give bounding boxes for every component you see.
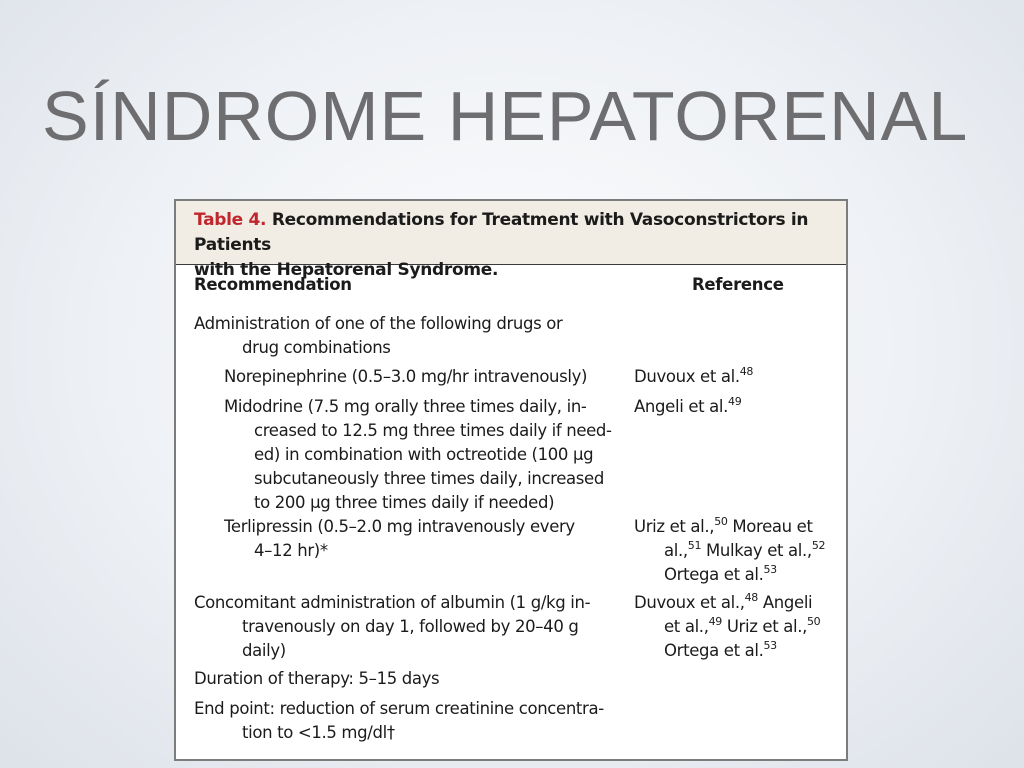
recommendation-cell-terlipressin: Terlipressin (0.5–2.0 mg intravenously every 4–12 hr)* [224, 517, 575, 560]
reference-cell-midodrine: Angeli et al.$^{49}$ [634, 394, 742, 416]
table-figure [174, 199, 848, 761]
table-caption-text-line1: Recommendations for Treatment with Vasoconstrictors in Patients [194, 210, 809, 255]
recommendation-cell-duration: Duration of therapy: 5–15 days [194, 669, 440, 688]
reference-cell-norepinephrine: Duvoux et al.$^{48}$ [634, 364, 754, 386]
table-caption [194, 208, 830, 283]
table-caption-text-line2: with the Hepatorenal Syndrome. [194, 260, 499, 280]
reference-cell-terlipressin: Uriz et al.,$^{50}$ Moreau et al.,$^{51}$ Mulkay et al.,$^{52}$ Ortega et al.$^{53}$ [634, 514, 826, 584]
recommendation-cell-administration: Administration of one of the following drugs or drug combinations [194, 314, 563, 357]
recommendation-cell-midodrine: Midodrine (7.5 mg orally three times daily, in- creased to 12.5 mg three times daily if need- ed) in combination with octreotide (100 μg subcutaneously three times daily, increased to 200 μg three times daily if needed) [224, 397, 612, 512]
slide-title: SÍNDROME HEPATORENAL [42, 77, 969, 155]
reference-cell-albumin: Duvoux et al.,$^{48}$ Angeli et al.,$^{49}$ Uriz et al.,$^{50}$ Ortega et al.$^{53}$ [634, 590, 821, 660]
table-caption-band [176, 201, 846, 280]
recommendation-cell-end-point: End point: reduction of serum creatinine concentra- tion to <1.5 mg/dl† [194, 699, 604, 742]
column-header-recommendation: Recommendation [194, 275, 352, 294]
table-caption-label: Table 4. [194, 210, 267, 230]
recommendation-cell-norepinephrine: Norepinephrine (0.5–3.0 mg/hr intravenously) [224, 367, 588, 386]
recommendation-cell-albumin: Concomitant administration of albumin (1 g/kg in- travenously on day 1, followed by 20–40 g daily) [194, 593, 591, 660]
column-header-reference: Reference [692, 275, 784, 294]
